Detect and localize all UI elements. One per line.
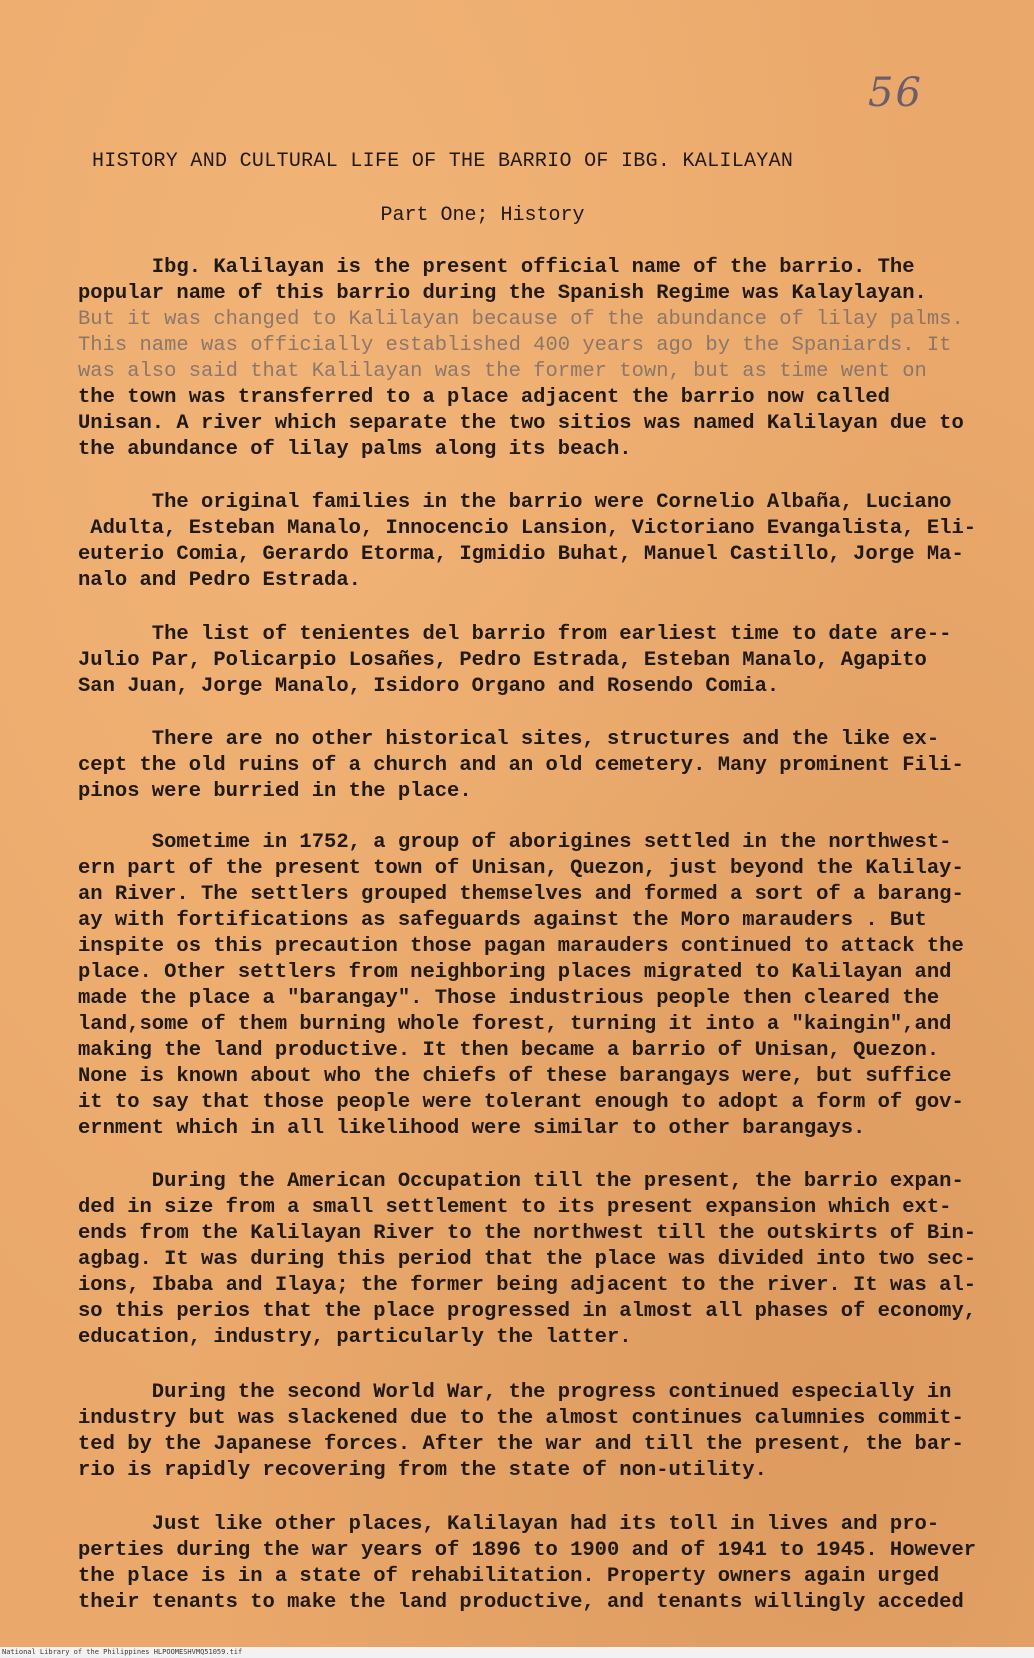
- text-line: cept the old ruins of a church and an old cemetery. Many prominent Fili-: [78, 754, 964, 777]
- text-line: San Juan, Jorge Manalo, Isidoro Organo and Rosendo Comia.: [78, 675, 780, 698]
- text-line: perties during the war years of 1896 to 1900 and of 1941 to 1945. However: [78, 1539, 977, 1562]
- text-line: None is known about who the chiefs of these barangays were, but suffice: [78, 1065, 952, 1088]
- text-line: Unisan. A river which separate the two sitios was named Kalilayan due to: [78, 412, 964, 435]
- paragraph-historical-sites: [78, 727, 1008, 805]
- text-line: There are no other historical sites, structures and the like ex-: [78, 728, 940, 751]
- text-line: agbag. It was during this period that the place was divided into two sec-: [78, 1248, 977, 1271]
- text-line: was also said that Kalilayan was the former town, but as time went on: [78, 360, 927, 383]
- text-line: popular name of this barrio during the Spanish Regime was Kalaylayan.: [78, 282, 927, 305]
- text-line: the abundance of lilay palms along its beach.: [78, 438, 632, 461]
- text-line: the place is in a state of rehabilitation. Property owners again urged: [78, 1565, 940, 1588]
- text-line: made the place a "barangay". Those industrious people then cleared the: [78, 987, 940, 1010]
- section-title: Part One; History: [380, 204, 585, 227]
- paragraph-early-settlement: [78, 830, 1008, 1142]
- text-line: inspite os this precaution those pagan marauders continued to attack the: [78, 935, 964, 958]
- text-line: ted by the Japanese forces. After the war and till the present, the bar-: [78, 1433, 964, 1456]
- text-line: land,some of them burning whole forest, turning it into a "kaingin",and: [78, 1013, 952, 1036]
- scan-footer-caption: National Library of the Philippines HLPOOMESHVMQ51059.tif: [0, 1647, 1034, 1658]
- text-line: industry but was slackened due to the almost continues calumnies commit-: [78, 1407, 964, 1430]
- text-line: it to say that those people were tolerant enough to adopt a form of gov-: [78, 1091, 964, 1114]
- text-line: so this perios that the place progressed in almost all phases of economy,: [78, 1300, 977, 1323]
- text-line: The list of tenientes del barrio from earliest time to date are--: [78, 623, 952, 646]
- text-line: Sometime in 1752, a group of aborigines settled in the northwest-: [78, 831, 952, 854]
- text-line: nalo and Pedro Estrada.: [78, 569, 361, 592]
- page-number: 56: [868, 70, 923, 116]
- text-line: euterio Comia, Gerardo Etorma, Igmidio Buhat, Manuel Castillo, Jorge Ma-: [78, 543, 964, 566]
- text-line: Just like other places, Kalilayan had its toll in lives and pro-: [78, 1513, 940, 1536]
- paragraph-american-occupation: [78, 1169, 1008, 1351]
- text-line: ay with fortifications as safeguards against the Moro marauders . But: [78, 909, 927, 932]
- text-line: This name was officially established 400 years ago by the Spaniards. It: [78, 334, 952, 357]
- paragraph-name-origin: [78, 255, 1008, 463]
- text-line: education, industry, particularly the latter.: [78, 1326, 632, 1349]
- text-line: ern part of the present town of Unisan, Quezon, just beyond the Kalilay-: [78, 857, 964, 880]
- text-line: But it was changed to Kalilayan because of the abundance of lilay palms.: [78, 308, 964, 331]
- text-line: The original families in the barrio were Cornelio Albaña, Luciano: [78, 491, 952, 514]
- text-line: ernment which in all likelihood were similar to other barangays.: [78, 1117, 866, 1140]
- text-line: pinos were burried in the place.: [78, 780, 472, 803]
- paragraph-war-toll: [78, 1512, 1008, 1616]
- text-line: Ibg. Kalilayan is the present official name of the barrio. The: [78, 256, 915, 279]
- text-line: their tenants to make the land productive, and tenants willingly acceded: [78, 1591, 964, 1614]
- paragraph-tenientes: [78, 622, 1008, 700]
- text-line: ded in size from a small settlement to its present expansion which ext-: [78, 1196, 952, 1219]
- paragraph-world-war-two: [78, 1380, 1008, 1484]
- document-title: HISTORY AND CULTURAL LIFE OF THE BARRIO OF IBG. KALILAYAN: [92, 150, 794, 173]
- text-line: an River. The settlers grouped themselves and formed a sort of a barang-: [78, 883, 964, 906]
- text-line: Adulta, Esteban Manalo, Innocencio Lansion, Victoriano Evangalista, Eli-: [78, 517, 977, 540]
- text-line: During the second World War, the progress continued especially in: [78, 1381, 952, 1404]
- paragraph-original-families: [78, 490, 1008, 594]
- text-line: the town was transferred to a place adjacent the barrio now called: [78, 386, 890, 409]
- text-line: During the American Occupation till the present, the barrio expan-: [78, 1170, 964, 1193]
- text-line: ends from the Kalilayan River to the northwest till the outskirts of Bin-: [78, 1222, 977, 1245]
- text-line: Julio Par, Policarpio Losañes, Pedro Estrada, Esteban Manalo, Agapito: [78, 649, 927, 672]
- text-line: rio is rapidly recovering from the state of non-utility.: [78, 1459, 767, 1482]
- text-line: making the land productive. It then became a barrio of Unisan, Quezon.: [78, 1039, 940, 1062]
- text-line: ions, Ibaba and Ilaya; the former being adjacent to the river. It was al-: [78, 1274, 977, 1297]
- text-line: place. Other settlers from neighboring places migrated to Kalilayan and: [78, 961, 952, 984]
